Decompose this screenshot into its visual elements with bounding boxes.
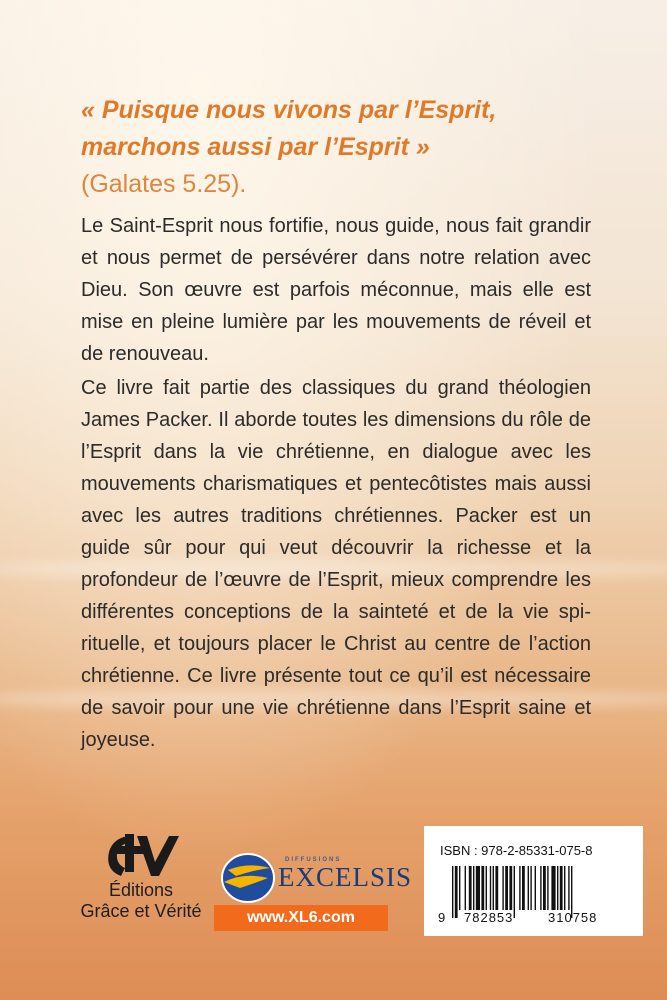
barcode-bar <box>452 866 453 918</box>
isbn-label: ISBN : 978-2-85331-075-8 <box>440 843 593 858</box>
barcode-bar <box>530 866 531 910</box>
epigraph-quote <box>81 92 601 203</box>
barcode-bar <box>469 866 472 910</box>
barcode-bar <box>493 866 494 910</box>
barcode-first-digit: 9 <box>438 910 447 925</box>
gv-name-line-2: Grâce et Vérité <box>80 901 202 921</box>
barcode-bar <box>486 866 487 910</box>
barcode-digits-group-1: 782853 <box>464 910 514 925</box>
barcode-bar <box>473 866 474 910</box>
description-paragraph-1: Le Saint-Esprit nous fortifie, nous guide, nous fait grandir et nous permet de persévérer dans notre relation avec Dieu. Son œuvre est parfois méconnue, mais elle est mise en pleine lumière par les mouvements de réveil et de renouveau. <box>81 215 591 365</box>
barcode-bar <box>560 866 563 910</box>
excelsis-small-label: DIFFUSIONS <box>285 857 342 863</box>
barcode-bar <box>557 866 558 910</box>
barcode-bar <box>459 866 460 910</box>
barcode-bar <box>514 866 515 918</box>
gv-cross-logo-icon <box>99 830 183 880</box>
barcode-bar <box>490 866 491 910</box>
barcode-bar <box>543 866 546 910</box>
excelsis-globe-icon <box>218 852 280 904</box>
barcode-bar <box>505 866 508 910</box>
barcode-bar <box>495 866 498 910</box>
barcode-bar <box>509 866 512 910</box>
barcode-bar <box>564 866 565 910</box>
description-paragraph-2: Ce livre fait partie des classiques du grand théologien James Packer. Il aborde toutes les dimensions du rôle de l’Esprit dans la vie chrétienne, en dialogue avec les mouvements charismatiques et pentecôtistes mais aussi avec les autres traditions chrétiennes. Packer est un guide sûr pour qui veut découvrir la richesse et la profondeur de l’œuvre de l’Esprit, mieux comprendre les différentes conceptions de la sainteté et de la vie spirituelle, et toujours placer le Christ au centre de l’action chrétienne. Ce livre présente tout ce qu’il est nécessaire de savoir pour une vie chrétienne dans l’Esprit saine et joyeuse. <box>81 377 591 751</box>
barcode-digits-group-2: 310758 <box>548 910 598 925</box>
barcode-bar <box>528 866 529 910</box>
excelsis-website-link[interactable]: www.XL6.com <box>214 905 388 931</box>
barcode-bar <box>455 866 458 918</box>
quote-reference: (Galates 5.25). <box>81 170 247 198</box>
gv-name-line-1: Éditions <box>108 880 174 900</box>
barcode-bar <box>519 866 520 910</box>
barcode-bar <box>551 866 555 910</box>
barcode-bar <box>540 866 541 910</box>
barcode-bar <box>476 866 480 910</box>
quote-line-1: « Puisque nous vivons par l’Esprit, <box>81 96 497 124</box>
barcode-bar <box>465 866 466 910</box>
barcode-bar <box>522 866 525 910</box>
publisher-grace-et-verite-logo <box>76 830 206 922</box>
excelsis-brand: EXCELSIS <box>278 862 413 892</box>
barcode-bar <box>502 866 503 910</box>
barcode-bar <box>535 866 536 910</box>
barcode-bar <box>568 866 569 910</box>
isbn-barcode-box <box>424 826 643 936</box>
barcode-bar <box>481 866 484 910</box>
barcode-bar <box>547 866 548 910</box>
quote-line-2: marchons aussi par l’Esprit » <box>81 133 430 161</box>
